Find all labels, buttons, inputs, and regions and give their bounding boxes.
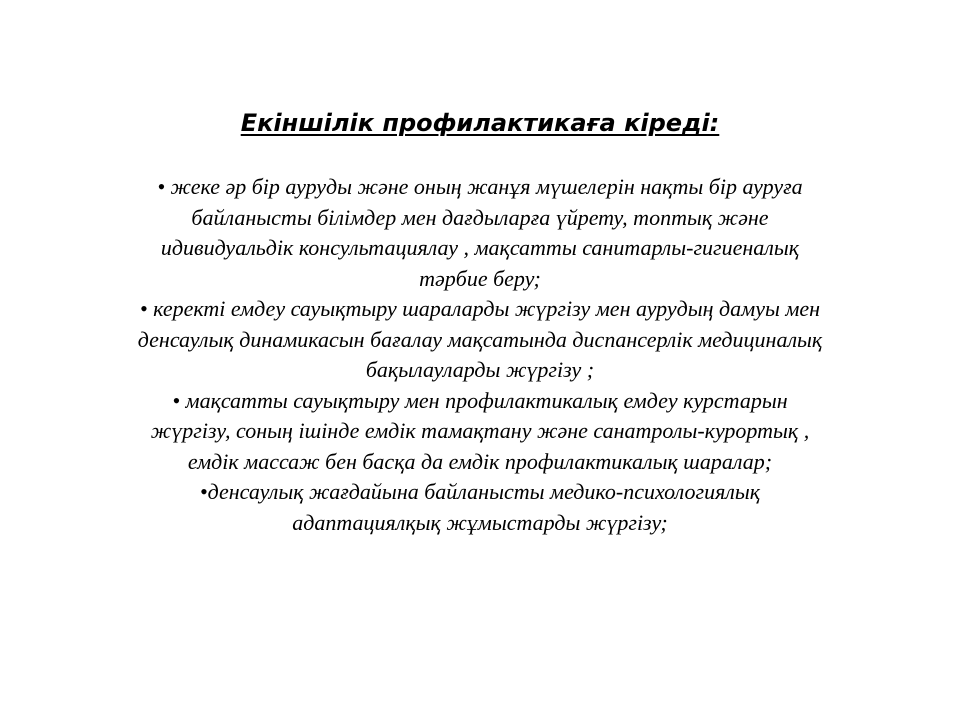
body-line: идивидуальдік консультациялау , мақсатты санитарлы-гигиеналық	[160, 235, 800, 260]
body-line: байланысты білімдер мен дағдыларға үйрету, топтық және	[191, 204, 769, 230]
body-line: бақылауларды жүргізу ;	[365, 357, 595, 382]
body-line: емдік массаж бен басқа да емдік профилактикалық шаралар;	[187, 448, 773, 474]
slide-title-text: Екіншілік профилактикаға кіреді:	[240, 109, 720, 137]
body-line: • жеке әр бір ауруды және оның жанұя мүшелерін нақты бір ауруға	[157, 174, 803, 199]
body-line: •денсаулық жағдайына байланысты медико-психологиялық	[199, 479, 761, 504]
slide-body	[40, 172, 920, 538]
body-line: • мақсатты сауықтыру мен профилактикалық емдеу курстарын	[172, 387, 788, 413]
body-line: жүргізу, соның ішінде емдік тамақтану және санатролы-курортық ,	[150, 418, 810, 443]
body-line: адаптациялқық жұмыстарды жүргізу;	[292, 509, 668, 535]
body-line: • керекті емдеу сауықтыру шараларды жүргізу мен аурудың дамуы мен	[139, 296, 821, 321]
body-line: денсаулық динамикасын бағалау мақсатында диспансерлік медициналық	[137, 326, 823, 352]
body-line: тәрбие беру;	[419, 265, 541, 291]
slide-title	[0, 106, 960, 140]
